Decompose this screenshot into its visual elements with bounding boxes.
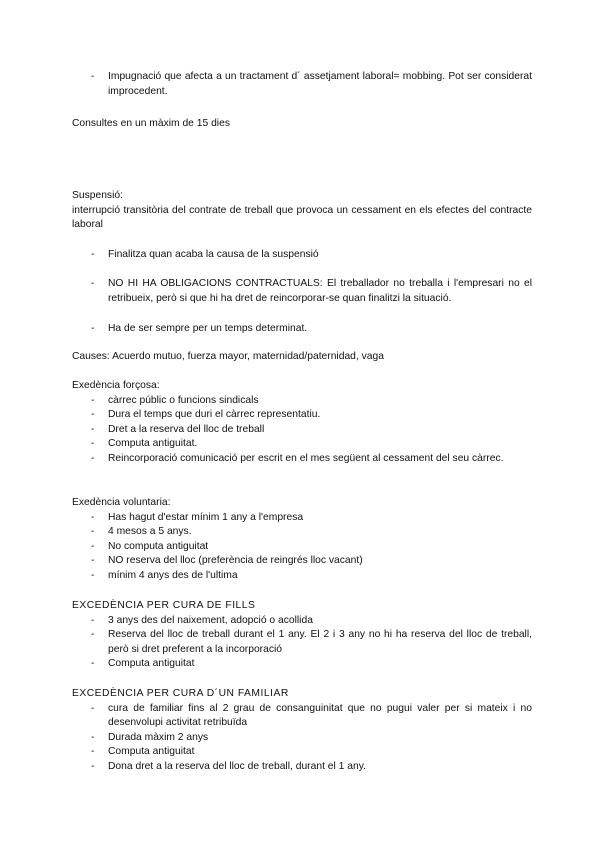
section-title: Exedència voluntaria: bbox=[72, 497, 171, 508]
suspensio-section bbox=[72, 189, 532, 233]
suspensio-list bbox=[72, 322, 532, 337]
section-title: EXCEDÈNCIA PER CURA D´UN FAMILIAR bbox=[72, 688, 289, 699]
list-item: - Durada màxim 2 anys bbox=[72, 731, 532, 746]
section-title: Exedència forçosa: bbox=[72, 380, 160, 391]
list-item: - Reincorporació comunicació per escrit en el mes següent al cessament del seu càrrec. bbox=[72, 452, 532, 467]
consultes-text: Consultes en un màxim de 15 dies bbox=[72, 118, 230, 129]
list-item: - NO HI HA OBLIGACIONS CONTRACTUALS: El treballador no treballa i l'empresari no el retribueix, però si que hi ha dret de reincorporar-se quan finalitzi la situació. bbox=[72, 277, 532, 306]
list-item: - càrrec públic o funcions sindicals bbox=[72, 394, 532, 409]
section-title: Suspensió: bbox=[72, 190, 123, 201]
list-item: - Dret a la reserva del lloc de treball bbox=[72, 423, 532, 438]
list-item: - cura de familiar fins al 2 grau de consanguinitat que no pugui valer per si mateix i no desenvolupi activitat retribuïda bbox=[72, 702, 532, 731]
suspensio-definition: interrupció transitòria del contrate de treball que provoca un cessament en els efectes del contracte laboral bbox=[72, 204, 532, 230]
consultes-line bbox=[72, 117, 532, 132]
intro-list bbox=[72, 70, 532, 99]
causes-text: Causes: Acuerdo mutuo, fuerza mayor, maternidad/paternidad, vaga bbox=[72, 351, 384, 362]
list-item: - Ha de ser sempre per un temps determinat. bbox=[72, 322, 532, 337]
list-item: - Dura el temps que duri el càrrec representatiu. bbox=[72, 408, 532, 423]
section-title: EXCEDÈNCIA PER CURA DE FILLS bbox=[72, 600, 256, 611]
list-item: - Computa antiguitat bbox=[72, 745, 532, 760]
excedencia-fills-section bbox=[72, 599, 532, 672]
list-item: - No computa antiguitat bbox=[72, 540, 532, 555]
list-item: - 3 anys des del naixement, adopció o acollida bbox=[72, 614, 532, 629]
list-item: - Impugnació que afecta a un tractament d´ assetjament laboral= mobbing. Pot ser considerat improcedent. bbox=[72, 70, 532, 99]
suspensio-list bbox=[72, 248, 532, 263]
list-item: - Finalitza quan acaba la causa de la suspensió bbox=[72, 248, 532, 263]
list-item: - 4 mesos a 5 anys. bbox=[72, 525, 532, 540]
list-item: - Has hagut d'estar mínim 1 any a l'empresa bbox=[72, 511, 532, 526]
excedencia-voluntaria-section bbox=[72, 496, 532, 583]
excedencia-familiar-section bbox=[72, 687, 532, 774]
list-item: - NO reserva del lloc (preferència de reingrés lloc vacant) bbox=[72, 554, 532, 569]
list-item: - Computa antiguitat bbox=[72, 657, 532, 672]
list-item: - mínim 4 anys des de l'ultima bbox=[72, 569, 532, 584]
list-item: - Computa antiguitat. bbox=[72, 437, 532, 452]
excedencia-forcosa-section bbox=[72, 379, 532, 466]
causes-line bbox=[72, 350, 532, 365]
list-item: - Reserva del lloc de treball durant el 1 any. El 2 i 3 any no hi ha reserva del lloc de treball, però si dret preferent a la incorporació bbox=[72, 628, 532, 657]
suspensio-list bbox=[72, 277, 532, 306]
list-item: - Dona dret a la reserva del lloc de treball, durant el 1 any. bbox=[72, 760, 532, 775]
